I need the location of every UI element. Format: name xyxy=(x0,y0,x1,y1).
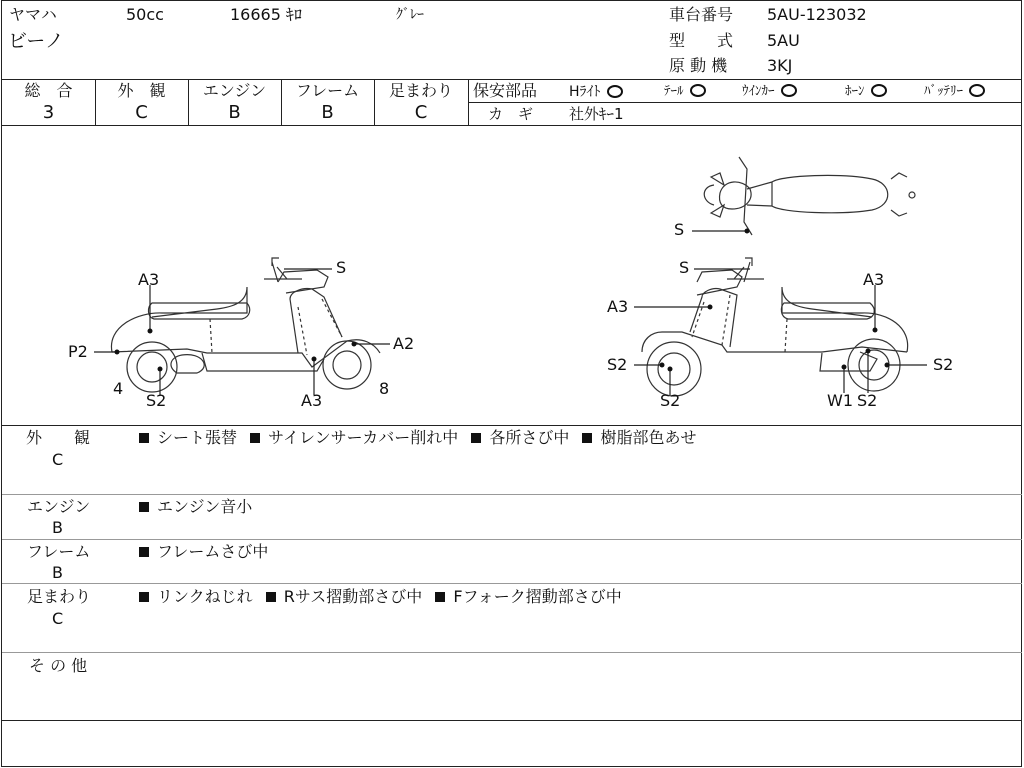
key-label: カ ギ xyxy=(488,105,534,123)
frame-number-label: 車台番号 xyxy=(669,5,734,24)
left-8-label: 8 xyxy=(379,379,390,398)
ok-circle-icon xyxy=(871,84,887,97)
grade-frame-value: B xyxy=(321,102,334,123)
color: ｸﾞﾚｰ xyxy=(396,7,424,23)
grade-engine-label: エンジン xyxy=(202,81,267,100)
displacement: 50cc xyxy=(126,5,164,24)
grade-engine-value: B xyxy=(228,102,241,123)
remark-suspension-label: 足まわり xyxy=(27,587,92,606)
ok-circle-icon xyxy=(969,84,985,97)
grade-suspension-value: C xyxy=(414,102,428,123)
right-s2-left-label: S2 xyxy=(607,355,628,374)
bullet-square-icon xyxy=(266,592,276,602)
right-s2-right-label: S2 xyxy=(933,355,954,374)
grade-exterior-label: 外 観 xyxy=(117,81,166,100)
remark-exterior-grade: C xyxy=(52,450,64,469)
remark-other-label: そ の 他 xyxy=(29,656,88,675)
safety-taillight: ﾃｰﾙ xyxy=(664,83,706,101)
remark-engine-grade: B xyxy=(52,518,63,537)
right-s-label: S xyxy=(679,258,690,277)
model-name: ビーノ xyxy=(8,30,64,52)
bullet-square-icon xyxy=(139,547,149,557)
left-a2-label: A2 xyxy=(393,334,415,353)
left-s-label: S xyxy=(336,258,347,277)
remark-frame-grade: B xyxy=(52,563,63,582)
right-a3-top-label: A3 xyxy=(863,270,885,289)
bullet-square-icon xyxy=(250,433,260,443)
grade-overall-value: 3 xyxy=(42,102,55,123)
ok-circle-icon xyxy=(781,84,797,97)
type-label: 型 式 xyxy=(669,31,734,50)
maker: ヤマハ xyxy=(9,5,57,24)
safety-label: 保安部品 xyxy=(473,81,538,100)
right-w1-label: W1 xyxy=(827,391,853,410)
left-4-label: 4 xyxy=(113,379,124,398)
left-s2-label: S2 xyxy=(146,391,167,410)
mileage: 16665 ｷﾛ xyxy=(230,5,302,24)
safety-divider xyxy=(468,102,1022,103)
key-value: 社外ｷｰ1 xyxy=(569,105,624,123)
header-divider xyxy=(2,79,1022,80)
grade-overall-label: 総 合 xyxy=(24,81,73,100)
right-s2-bottom-label: S2 xyxy=(660,391,681,410)
right-s2-mid-label: S2 xyxy=(857,391,878,410)
left-p2-label: P2 xyxy=(68,342,88,361)
bullet-square-icon xyxy=(471,433,481,443)
top-view-s-label: S xyxy=(674,220,685,239)
remark-engine-items: エンジン音小 xyxy=(139,498,252,516)
right-a3-left-label: A3 xyxy=(607,297,629,316)
grade-suspension-label: 足まわり xyxy=(388,81,453,100)
scooter-diagram xyxy=(2,127,1023,425)
engine-value: 3KJ xyxy=(767,56,793,75)
left-a3-top-label: A3 xyxy=(138,270,160,289)
bullet-square-icon xyxy=(139,502,149,512)
remark-frame-items: フレームさび中 xyxy=(139,543,268,561)
frame-number: 5AU-123032 xyxy=(767,5,867,24)
remark-frame-label: フレーム xyxy=(27,542,91,561)
engine-label: 原 動 機 xyxy=(669,56,728,75)
safety-battery: ﾊﾞｯﾃﾘｰ xyxy=(924,83,985,101)
bullet-square-icon xyxy=(435,592,445,602)
top-view-scooter-icon xyxy=(704,157,915,235)
safety-headlight: Hﾗｲﾄ xyxy=(569,83,623,101)
remark-suspension-grade: C xyxy=(52,609,64,628)
ok-circle-icon xyxy=(607,85,623,98)
ok-circle-icon xyxy=(690,84,706,97)
left-a3-bottom-label: A3 xyxy=(301,391,323,410)
remark-suspension-items: リンクねじれ Rサス摺動部さび中 Fフォーク摺動部さび中 xyxy=(139,588,622,606)
grade-divider xyxy=(2,125,1022,126)
type-value: 5AU xyxy=(767,31,800,50)
bullet-square-icon xyxy=(139,433,149,443)
remark-exterior-label: 外 観 xyxy=(26,428,91,447)
remark-engine-label: エンジン xyxy=(27,497,91,516)
grade-exterior-value: C xyxy=(135,102,148,123)
bullet-square-icon xyxy=(139,592,149,602)
remark-exterior-items: シート張替 サイレンサーカバー削れ中 各所さび中 樹脂部色あせ xyxy=(139,429,697,447)
bullet-square-icon xyxy=(582,433,592,443)
inspection-sheet xyxy=(1,0,1022,767)
grade-frame-label: フレーム xyxy=(295,81,360,100)
safety-horn: ﾎｰﾝ xyxy=(845,83,887,101)
safety-winker: ｳｲﾝｶｰ xyxy=(742,83,797,101)
